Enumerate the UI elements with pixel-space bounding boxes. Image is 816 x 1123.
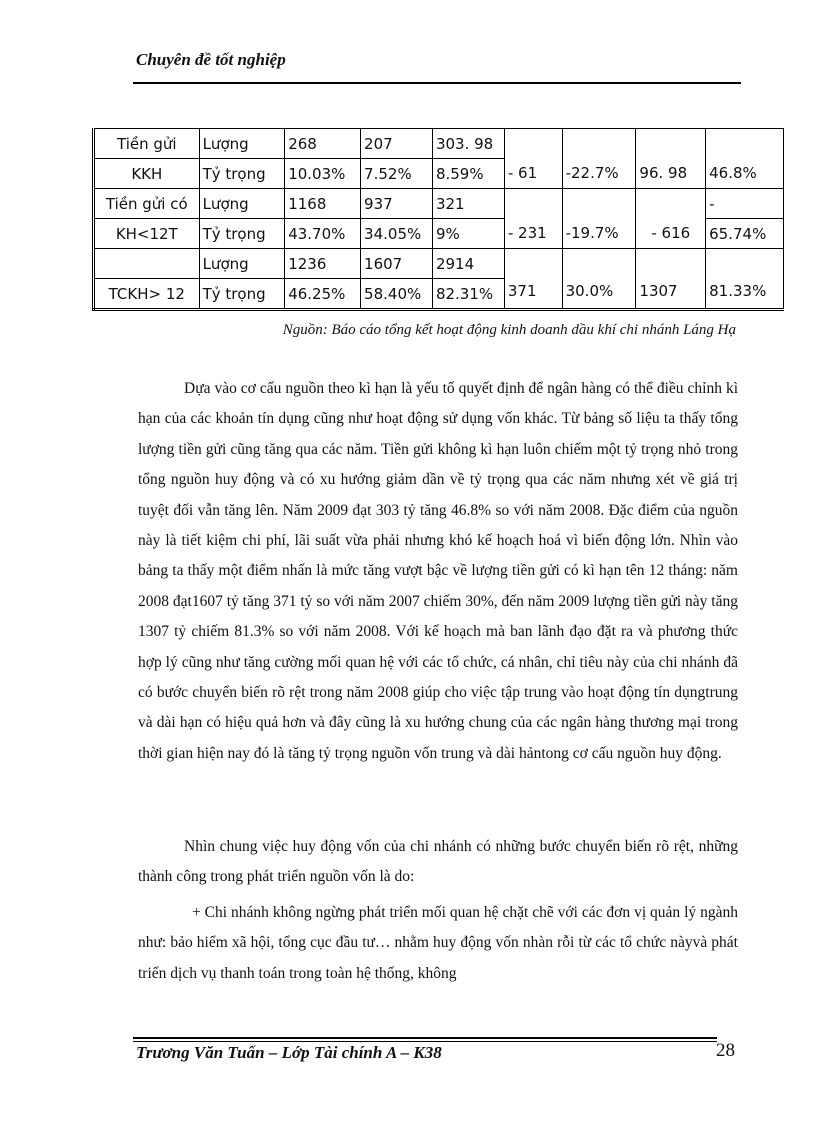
footer-rule-thin <box>133 1041 717 1042</box>
cell-value: 8.59% <box>432 159 504 189</box>
cell-value: 7.52% <box>361 159 433 189</box>
row-kind: Lượng <box>199 249 285 279</box>
footer-author: Trương Văn Tuấn – Lớp Tài chính A – K38 <box>136 1043 442 1062</box>
deposit-structure-table <box>92 128 784 311</box>
table-row <box>94 249 784 279</box>
cell-change-pct-2: 65.74% <box>706 219 784 249</box>
row-label: KH<12T <box>94 219 200 249</box>
paragraph-1 <box>138 374 738 769</box>
table-source-note: Nguồn: Báo cáo tổng kết hoạt động kinh doanh dầu khí chi nhánh Láng Hạ <box>282 322 736 338</box>
cell-value: 1168 <box>285 189 361 219</box>
cell-value: 9% <box>432 219 504 249</box>
cell-change-pct-2: 46.8% <box>706 129 784 189</box>
row-kind: Tỷ trọng <box>199 279 285 310</box>
cell-value: 303. 98 <box>432 129 504 159</box>
row-label: Tiền gửi <box>94 129 200 159</box>
cell-change-pct-1: -19.7% <box>562 189 636 249</box>
footer-rule <box>133 1037 717 1039</box>
cell-value: 34.05% <box>361 219 433 249</box>
cell-value: 321 <box>432 189 504 219</box>
row-label: Tiền gửi có <box>94 189 200 219</box>
paragraph-2 <box>138 832 738 893</box>
cell-value: 1607 <box>361 249 433 279</box>
header-title: Chuyên đề tốt nghiệp <box>136 50 286 69</box>
cell-value: 937 <box>361 189 433 219</box>
row-kind: Tỷ trọng <box>199 219 285 249</box>
paragraph-text: + Chi nhánh không ngừng phát triển mối quan hệ chặt chẽ với các đơn vị quản lý ngành như: bảo hiểm xã hội, tổng cục đầu tư… nhằm huy động vốn nhàn rỗi từ các tổ chức nàyvà phát triển dịch vụ thanh toán trong toàn hệ thống, không <box>138 904 738 982</box>
cell-change-abs-2: 1307 <box>636 249 706 310</box>
cell-value: 2914 <box>432 249 504 279</box>
row-label: TCKH> 12 <box>94 279 200 310</box>
cell-change-abs-2: - 616 <box>636 189 706 249</box>
row-kind: Tỷ trọng <box>199 159 285 189</box>
cell-value: 10.03% <box>285 159 361 189</box>
cell-value: 1236 <box>285 249 361 279</box>
row-kind: Lượng <box>199 189 285 219</box>
header-rule <box>133 82 741 84</box>
cell-change-abs-1: - 231 <box>504 189 562 249</box>
row-kind: Lượng <box>199 129 285 159</box>
cell-change-pct-1: -22.7% <box>562 129 636 189</box>
cell-value: 207 <box>361 129 433 159</box>
cell-value: 46.25% <box>285 279 361 310</box>
cell-value: 58.40% <box>361 279 433 310</box>
cell-change-pct-2-sign: - <box>706 189 784 219</box>
paragraph-3 <box>138 898 738 989</box>
cell-change-abs-1: - 61 <box>504 129 562 189</box>
cell-value: 43.70% <box>285 219 361 249</box>
cell-value: 268 <box>285 129 361 159</box>
row-label: KKH <box>94 159 200 189</box>
page-number: 28 <box>716 1040 735 1061</box>
table-row <box>94 129 784 159</box>
cell-change-abs-2: 96. 98 <box>636 129 706 189</box>
paragraph-text: Nhìn chung việc huy động vốn của chi nhánh có những bước chuyển biến rõ rệt, những thành công trong phát triển nguồn vốn là do: <box>138 838 738 886</box>
cell-change-abs-1: 371 <box>504 249 562 310</box>
row-label <box>94 249 200 279</box>
cell-value: 82.31% <box>432 279 504 310</box>
table-row <box>94 189 784 219</box>
cell-change-pct-2: 81.33% <box>706 249 784 310</box>
cell-change-pct-1: 30.0% <box>562 249 636 310</box>
paragraph-text: Dựa vào cơ cấu nguồn theo kì hạn là yếu tố quyết định để ngân hàng có thể điều chỉnh kì hạn của các khoản tín dụng cũng như hoạt động sử dụng vốn khác. Từ bảng số liệu ta thấy tổng lượng tiền gửi cũng tăng qua các năm. Tiền gửi không kì hạn luôn chiếm một tỷ trọng nhỏ trong tổng nguồn huy động và có xu hướng giảm dần về tỷ trọng qua các năm nhưng xét về giá trị tuyệt đối vẫn tăng lên. Năm 2009 đạt 303 tỷ tăng 46.8% so với năm 2008. Đặc điểm của nguồn này là tiết kiệm chi phí, lãi suất vừa phải nhưng khó kế hoạch hoá vì biến động lớn. Nhìn vào bảng ta thấy một điểm nhấn là mức tăng vượt bậc về lượng tiền gửi có kì hạn tên 12 tháng: năm 2008 đạt1607 tỷ tăng 371 tỷ so với năm 2007 chiếm 30%, đến năm 2009 lượng tiền gửi này tăng 1307 tỷ chiếm 81.3% so với năm 2008. Với kế hoạch mà ban lãnh đạo đặt ra và phương thức hợp lý cũng như tăng cường mối quan hệ với các tổ chức, cá nhân, chỉ tiêu này của chi nhánh đã có bước chuyển biến rõ rệt trong năm 2008 giúp cho việc tập trung vào hoạt động tín dụngtrung và dài hạn có hiệu quả hơn và đây cũng là xu hướng chung của các ngân hàng thương mại trong thời gian hiện nay đó là tăng tỷ trọng nguồn vốn trung và dài hảntong cơ cấu nguồn huy động. <box>138 380 738 762</box>
